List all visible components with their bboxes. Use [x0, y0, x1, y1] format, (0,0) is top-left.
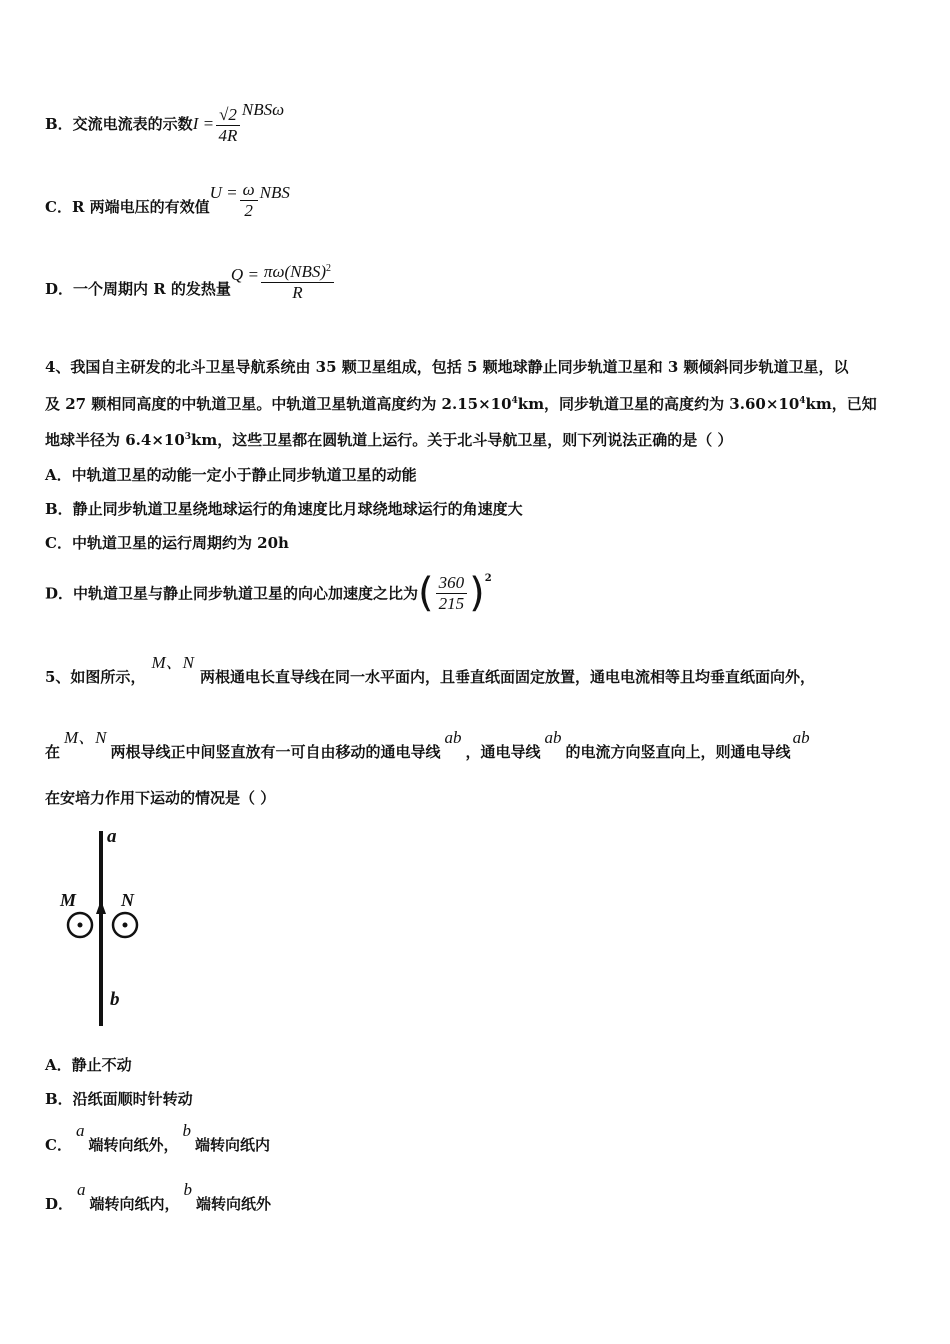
math-mn: M、N	[64, 728, 107, 747]
q5-option-b: B．沿纸面顺时针转动	[45, 1090, 193, 1108]
formula-rest: NBSω	[241, 100, 285, 120]
q4-option-a: A．中轨道卫星的动能一定小于静止同步轨道卫星的动能	[45, 466, 417, 484]
wire-m-dot	[78, 923, 83, 928]
fraction	[261, 262, 334, 302]
numerator: 360	[436, 573, 468, 594]
text: 5、如图所示，	[45, 668, 146, 686]
text: 的电流方向竖直向上，则通电导线	[565, 743, 791, 761]
math-mn: M、N	[151, 653, 194, 672]
text: ，通电导线	[465, 743, 541, 761]
exponent: 3	[184, 432, 192, 442]
label-n: N	[121, 890, 134, 910]
numerator-text: πω(NBS)	[263, 262, 326, 281]
math-ab: ab	[544, 728, 562, 747]
label-a: a	[107, 826, 117, 847]
text: km，同步轨道卫星的高度约为 3.60×10	[517, 395, 800, 413]
denominator: R	[292, 282, 303, 302]
q4-stem-line3	[45, 429, 733, 450]
formula-lhs: I =	[192, 114, 215, 134]
q5-stem-line1	[45, 653, 815, 687]
text: 在	[45, 743, 61, 761]
option-text: C．R 两端电压的有效值	[45, 198, 210, 217]
text: 两根通电长直导线在同一水平面内，且垂直纸面固定放置，通电电流相等且均垂直纸面向外，	[199, 668, 815, 686]
math-ab: ab	[444, 728, 462, 747]
text: 端转向纸外	[196, 1195, 272, 1213]
q5-stem-line3: 在安培力作用下运动的情况是（ ）	[45, 789, 276, 807]
numerator: √2	[216, 105, 240, 126]
q3-option-b	[45, 100, 285, 145]
wire-n-dot	[123, 923, 128, 928]
text: 及 27 颗相同高度的中轨道卫星。中轨道卫星轨道高度约为 2.15×10	[45, 395, 512, 413]
exponent: 4	[799, 396, 806, 406]
q5-stem-line2	[45, 728, 812, 762]
exponent: 4	[511, 396, 518, 406]
q5-option-c	[45, 1121, 270, 1155]
q4-option-c: C．中轨道卫星的运行周期约为 20h	[45, 534, 289, 552]
text: km，已知	[805, 395, 877, 413]
q3-option-d	[45, 262, 336, 310]
text: km，这些卫星都在圆轨道上运行。关于北斗导航卫星，则下列说法正确的是（ ）	[191, 431, 733, 449]
option-text: D．一个周期内 R 的发热量	[45, 280, 231, 299]
denominator: 215	[438, 593, 465, 613]
q4-option-d	[45, 570, 492, 616]
text: 两根导线正中间竖直放有一可自由移动的通电导线	[110, 743, 441, 761]
fraction	[216, 105, 240, 145]
q4-option-b: B．静止同步轨道卫星绕地球运行的角速度比月球绕地球运行的角速度大	[45, 500, 523, 518]
denominator: 2	[244, 200, 253, 220]
text: 端转向纸外，	[88, 1136, 179, 1154]
numerator: ω	[240, 180, 258, 201]
q5-figure	[55, 826, 165, 1031]
current-arrow-icon	[96, 900, 106, 914]
q4-stem-line1: 4、我国自主研发的北斗卫星导航系统由 35 颗卫星组成，包括 5 颗地球静止同步轨道卫星和 3 颗倾斜同步轨道卫星，以	[45, 358, 849, 376]
formula-lhs: U =	[209, 183, 238, 203]
option-text: B．交流电流表的示数	[45, 115, 193, 134]
math-b: b	[183, 1180, 193, 1199]
exponent: 2	[326, 263, 331, 274]
text: 地球半径为 6.4×10	[45, 431, 185, 449]
numerator	[261, 262, 334, 283]
q5-option-a: A．静止不动	[45, 1056, 132, 1074]
math-a: a	[75, 1121, 85, 1140]
left-paren: (	[418, 570, 434, 616]
formula-lhs: Q =	[230, 265, 259, 285]
math-ab: ab	[792, 728, 810, 747]
text: 端转向纸内	[194, 1136, 270, 1154]
q4-stem-line2	[45, 393, 877, 414]
exponent: 2	[484, 573, 492, 584]
option-label: D．	[45, 1195, 74, 1213]
q3-option-c	[45, 180, 290, 228]
text: 端转向纸内，	[89, 1195, 180, 1213]
math-a: a	[77, 1180, 86, 1199]
option-label: C．	[45, 1136, 72, 1154]
option-text: D．中轨道卫星与静止同步轨道卫星的向心加速度之比为	[45, 584, 419, 603]
label-b: b	[110, 989, 120, 1010]
fraction	[240, 180, 258, 220]
math-b: b	[182, 1121, 191, 1140]
q5-option-d	[45, 1180, 272, 1214]
right-paren: )	[469, 570, 485, 616]
label-m: M	[60, 890, 77, 910]
formula-rest: NBS	[259, 183, 290, 203]
fraction	[436, 573, 468, 613]
denominator: 4R	[218, 125, 238, 145]
